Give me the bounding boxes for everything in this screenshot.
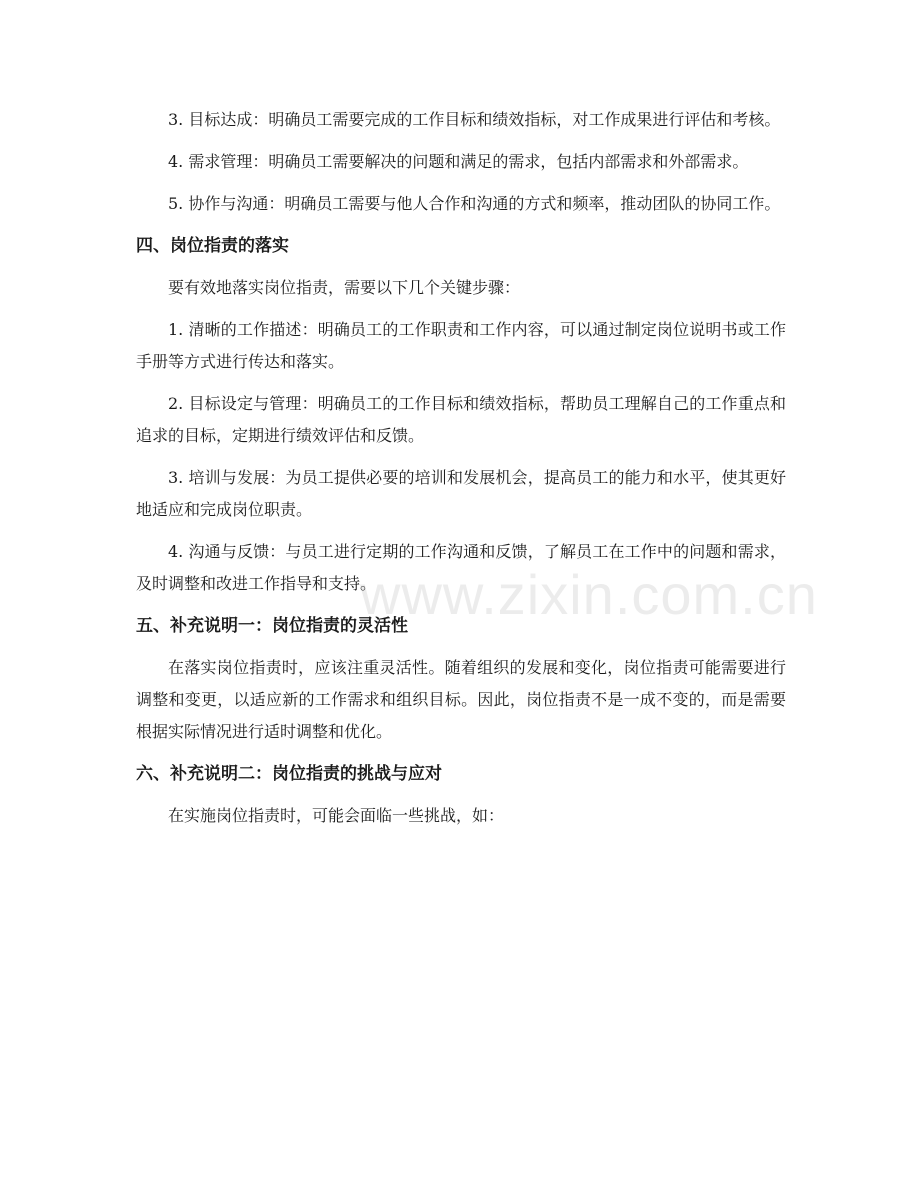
list-item: 4. 沟通与反馈：与员工进行定期的工作沟通和反馈，了解员工在工作中的问题和需求，及时调整和改进工作指导和支持。 xyxy=(136,542,786,593)
list-item: 4. 需求管理：明确员工需要解决的问题和满足的需求，包括内部需求和外部需求。 xyxy=(168,152,749,171)
section-heading-4: 四、岗位指责的落实 xyxy=(136,236,289,256)
section-heading-5: 五、补充说明一：岗位指责的灵活性 xyxy=(136,616,408,636)
list-item: 5. 协作与沟通：明确员工需要与他人合作和沟通的方式和频率，推动团队的协同工作。 xyxy=(168,194,781,213)
section-5-body: 在落实岗位指责时，应该注重灵活性。随着组织的发展和变化，岗位指责可能需要进行调整和变更，以适应新的工作需求和组织目标。因此，岗位指责不是一成不变的，而是需要根据实际情况进行适时调整和优化。 xyxy=(136,658,786,741)
section-4-intro: 要有效地落实岗位指责，需要以下几个关键步骤： xyxy=(168,278,521,297)
list-item: 3. 培训与发展：为员工提供必要的培训和发展机会，提高员工的能力和水平，使其更好地适应和完成岗位职责。 xyxy=(136,468,786,519)
section-heading-6: 六、补充说明二：岗位指责的挑战与应对 xyxy=(136,764,442,784)
document-body xyxy=(136,104,786,832)
list-item: 1. 清晰的工作描述：明确员工的工作职责和工作内容，可以通过制定岗位说明书或工作手册等方式进行传达和落实。 xyxy=(136,320,786,371)
watermark: www.zixin.com.cn xyxy=(360,563,818,626)
list-item: 2. 目标设定与管理：明确员工的工作目标和绩效指标，帮助员工理解自己的工作重点和追求的目标，定期进行绩效评估和反馈。 xyxy=(136,394,786,445)
list-item: 3. 目标达成：明确员工需要完成的工作目标和绩效指标，对工作成果进行评估和考核。 xyxy=(168,110,781,129)
section-6-intro: 在实施岗位指责时，可能会面临一些挑战，如： xyxy=(168,806,505,825)
